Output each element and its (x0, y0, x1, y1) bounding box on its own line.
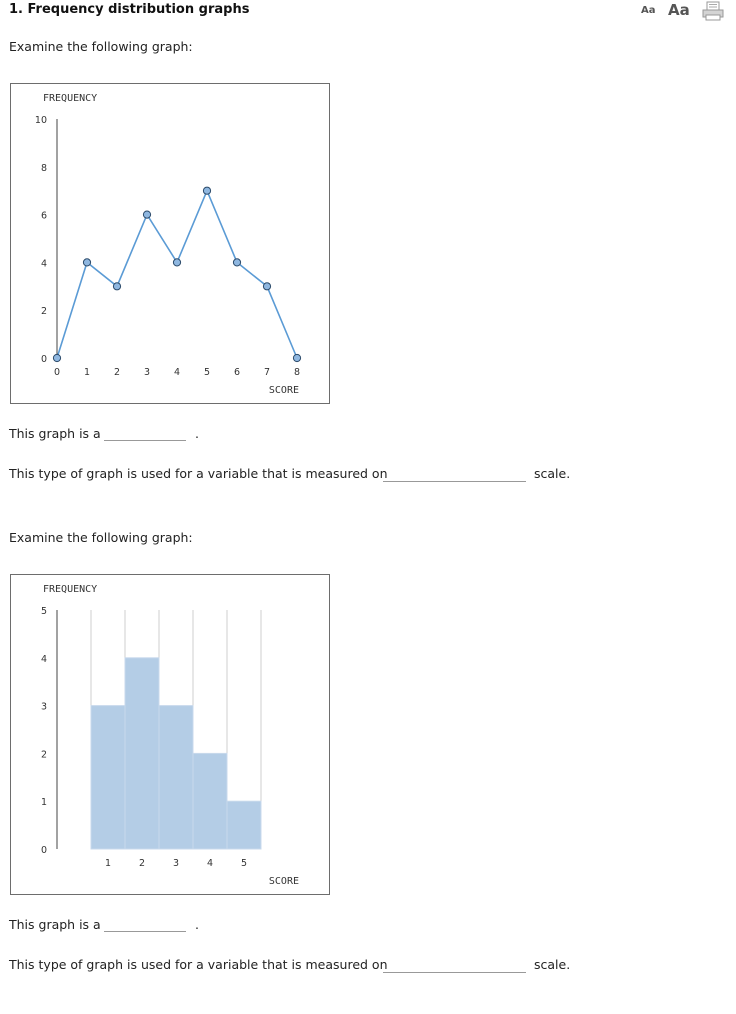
x-tick-label: 5 (240, 858, 248, 869)
decrease-font-button[interactable]: Aa (641, 5, 656, 16)
section1-answer2-prefix: This type of graph is used for a variable that is measured on (9, 466, 388, 481)
x-tick-label: 4 (206, 858, 214, 869)
increase-font-button[interactable]: Aa (668, 1, 690, 19)
x-tick-label: 1 (104, 858, 112, 869)
data-point (293, 354, 300, 361)
section2-answer2-suffix: scale. (534, 957, 571, 972)
section2-answer1-suffix: . (195, 917, 199, 932)
series-line (57, 191, 297, 358)
y-tick-label: 4 (40, 258, 47, 270)
y-axis-title: FREQUENCY (43, 93, 98, 104)
data-point (113, 283, 120, 290)
x-tick-label: 1 (83, 367, 91, 378)
y-tick-label: 0 (40, 354, 47, 365)
data-point (173, 259, 180, 266)
y-tick-label: 1 (40, 797, 47, 809)
y-tick-label: 3 (40, 701, 47, 713)
line-graph-frame (10, 83, 330, 404)
x-tick-label: 4 (173, 367, 181, 378)
x-tick-label: 6 (233, 367, 241, 378)
x-tick-label: 0 (53, 367, 61, 378)
y-tick-label: 10 (34, 115, 47, 126)
printer-icon (702, 1, 724, 21)
data-point (203, 187, 210, 194)
y-tick-label: 6 (40, 210, 47, 222)
y-tick-label: 5 (40, 606, 47, 617)
page-title: 1. Frequency distribution graphs (9, 2, 250, 17)
y-tick-label: 4 (40, 653, 47, 665)
y-tick-label: 8 (40, 162, 47, 174)
data-point (233, 259, 240, 266)
x-tick-label: 2 (113, 367, 121, 378)
x-tick-label: 8 (293, 367, 301, 378)
x-axis-title: SCORE (268, 876, 299, 887)
section1-intro: Examine the following graph: (9, 39, 193, 54)
x-tick-label: 2 (138, 858, 146, 869)
section2-scale-blank[interactable] (383, 972, 526, 973)
data-point (263, 283, 270, 290)
y-tick-label: 2 (40, 306, 47, 318)
histogram-chart (11, 575, 329, 894)
print-button[interactable] (702, 1, 724, 21)
section2-graph-type-blank[interactable] (104, 931, 186, 932)
section2-answer1-prefix: This graph is a (9, 917, 101, 932)
section1-answer2-suffix: scale. (534, 466, 571, 481)
x-tick-label: 7 (263, 367, 271, 378)
x-tick-label: 3 (172, 858, 180, 869)
section1-graph-type-blank[interactable] (104, 440, 186, 441)
histogram-frame (10, 574, 330, 895)
data-point (53, 354, 60, 361)
section2-intro: Examine the following graph: (9, 530, 193, 545)
section1-answer1-prefix: This graph is a (9, 426, 101, 441)
y-tick-label: 0 (40, 845, 47, 856)
histogram-bar (193, 753, 227, 849)
data-point (83, 259, 90, 266)
x-tick-label: 5 (203, 367, 211, 378)
histogram-bar (125, 658, 159, 849)
x-axis-title: SCORE (268, 385, 299, 396)
section2-answer2-prefix: This type of graph is used for a variable that is measured on (9, 957, 388, 972)
frequency-polygon-chart (11, 84, 329, 403)
section1-answer1-suffix: . (195, 426, 199, 441)
histogram-bar (91, 706, 125, 849)
x-tick-label: 3 (143, 367, 151, 378)
data-point (143, 211, 150, 218)
y-tick-label: 2 (40, 749, 47, 761)
histogram-bar (227, 801, 261, 849)
section1-scale-blank[interactable] (383, 481, 526, 482)
y-axis-title: FREQUENCY (43, 584, 98, 595)
histogram-bar (159, 706, 193, 849)
